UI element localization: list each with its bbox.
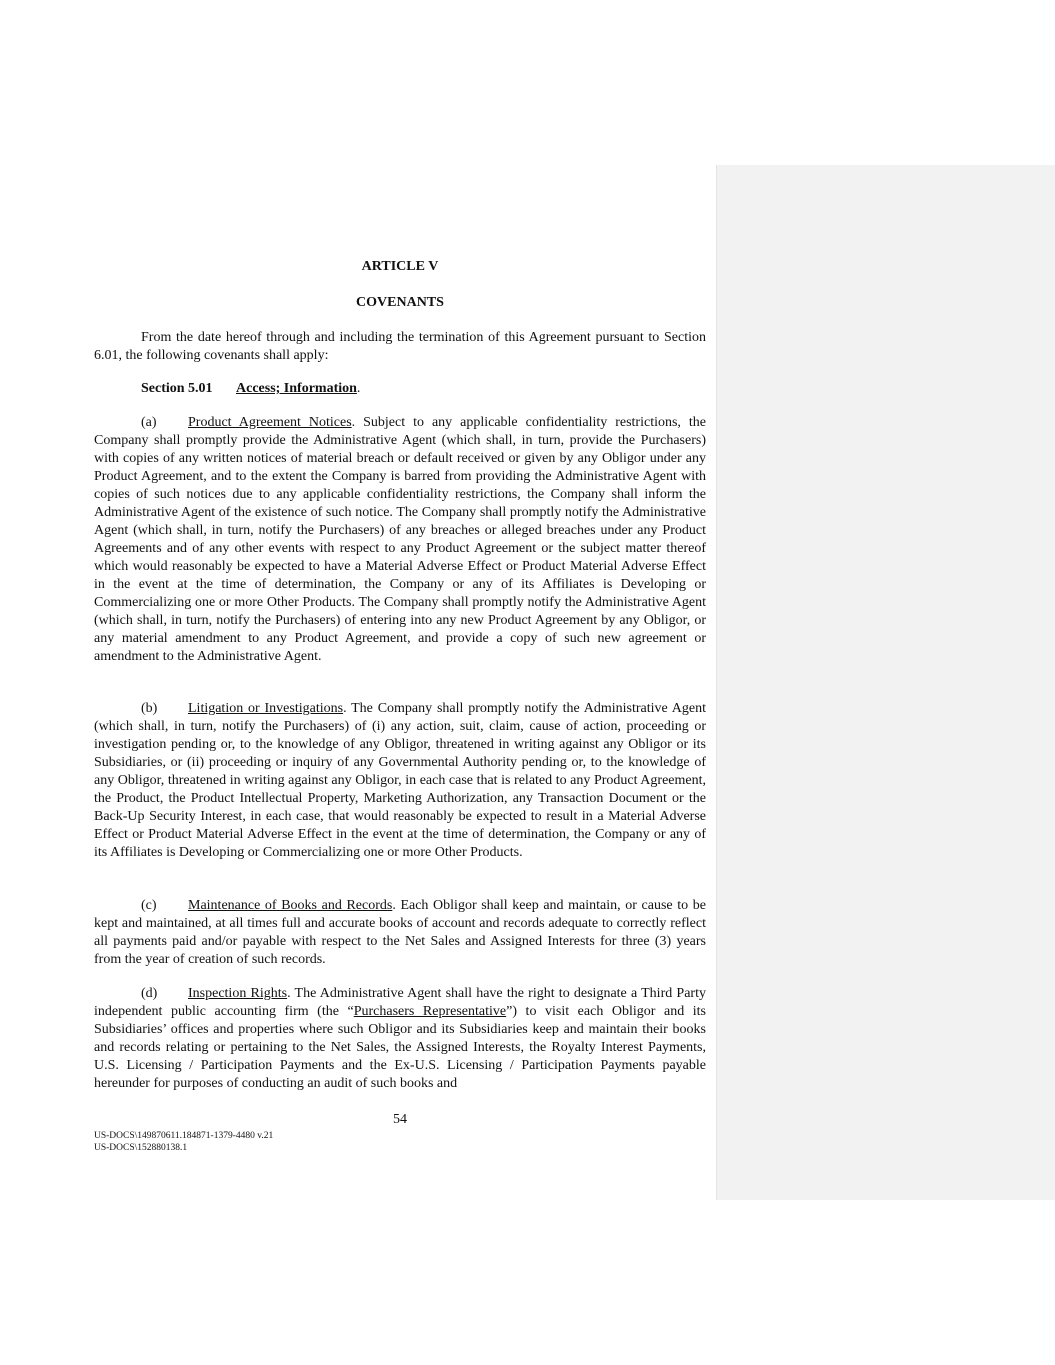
- paragraph-d-heading: Inspection Rights: [188, 986, 288, 1001]
- paragraph-d-text-after: ”) to visit each Obligor and its Subsidiaries’ offices and properties where such Obligor and its Subsidiaries keep and maintain their books and records relating or pertaining to the Net Sales, the Assigned Interests, the Royalty Interest Payments, U.S. Licensing / Participation Payments and the Ex-U.S. Licensing / Participation Payments payable hereunder for purposes of conducting an audit of such books and: [94, 1004, 706, 1091]
- section-title: Access; Information: [236, 381, 357, 396]
- paragraph-a-heading: Product Agreement Notices: [188, 415, 352, 430]
- paragraph-c-heading: Maintenance of Books and Records: [188, 898, 393, 913]
- paragraph-c-text: . Each Obligor shall keep and maintain, or cause to be kept and maintained, at all times full and accurate books of account and records adequate to correctly reflect all payments paid and/or payable with respect to the Net Sales and Assigned Interests for three (3) years from the year of creation of such records.: [94, 898, 706, 967]
- paragraph-d-label: (d): [141, 986, 158, 1001]
- paragraph-b-heading: Litigation or Investigations: [188, 701, 344, 716]
- comment-margin-pane: [716, 165, 1055, 1200]
- footer-doc-id-1: US-DOCS\149870611.184871-1379-4480 v.21: [94, 1131, 274, 1141]
- paragraph-d-text-before: . The Administrative Agent shall have the right to designate a Third Party independent public accounting firm (the “: [94, 986, 706, 1019]
- section-number: Section 5.01: [141, 381, 213, 396]
- article-title: ARTICLE V: [361, 259, 439, 274]
- footer-doc-id-2: US-DOCS\152880138.1: [94, 1143, 188, 1153]
- paragraph-c-label: (c): [141, 898, 157, 913]
- paragraph-a: [94, 414, 706, 666]
- section-period: .: [356, 381, 361, 396]
- article-subtitle: COVENANTS: [356, 295, 444, 310]
- paragraph-c: [94, 897, 706, 969]
- paragraph-b-text: . The Company shall promptly notify the Administrative Agent (which shall, in turn, notify the Purchasers) of (i) any action, suit, claim, cause of action, proceeding or investigation pending or, to the knowledge of any Obligor, threatened in writing against any Obligor or its Subsidiaries, or (ii) proceeding or inquiry of any Governmental Authority pending or, to the knowledge of any Obligor, threatened in writing against any Obligor, in each case that is related to any Product Agreement, the Product, the Product Intellectual Property, Marketing Authorization, any Transaction Document or the Back-Up Security Interest, in each case, that would reasonably be expected to result in a Material Adverse Effect or Product Material Adverse Effect in the event at the time of determination, the Company or any of its Affiliates is Developing or Commercializing one or more Other Products.: [94, 701, 707, 860]
- intro-text: From the date hereof through and including the termination of this Agreement pursuant to Section 6.01, the following covenants shall apply:: [94, 330, 706, 363]
- paragraph-b: [94, 700, 706, 862]
- defined-term: Purchasers Representative: [353, 1004, 507, 1019]
- section-heading: [141, 381, 360, 397]
- intro-paragraph: [94, 329, 706, 365]
- paragraph-b-label: (b): [141, 701, 158, 716]
- paragraph-a-label: (a): [141, 415, 157, 430]
- paragraph-d: [94, 985, 706, 1093]
- page-number: 54: [393, 1112, 407, 1127]
- paragraph-a-text: . Subject to any applicable confidentiality restrictions, the Company shall promptly provide the Administrative Agent (which shall, in turn, provide the Purchasers) with copies of any written notices of material breach or default received or given by any Obligor under any Product Agreement, and to the extent the Company is barred from providing the Administrative Agent with copies of such notices due to any applicable confidentiality restrictions, the Company shall inform the Administrative Agent of the existence of such notice. The Company shall promptly notify the Administrative Agent (which shall, in turn, notify the Purchasers) of any breaches or alleged breaches under any Product Agreements and of any other events with respect to any Product Agreement or the subject matter thereof which would reasonably be expected to have a Material Adverse Effect or Product Material Adverse Effect in the event at the time of determination, the Company or any of its Affiliates is Developing or Commercializing one or more Other Products. The Company shall promptly notify the Administrative Agent (which shall, in turn, notify the Purchasers) of entering into any new Product Agreement by any Obligor, or any material amendment to any Product Agreement, and provide a copy of such new agreement or amendment to the Administrative Agent.: [94, 415, 706, 664]
